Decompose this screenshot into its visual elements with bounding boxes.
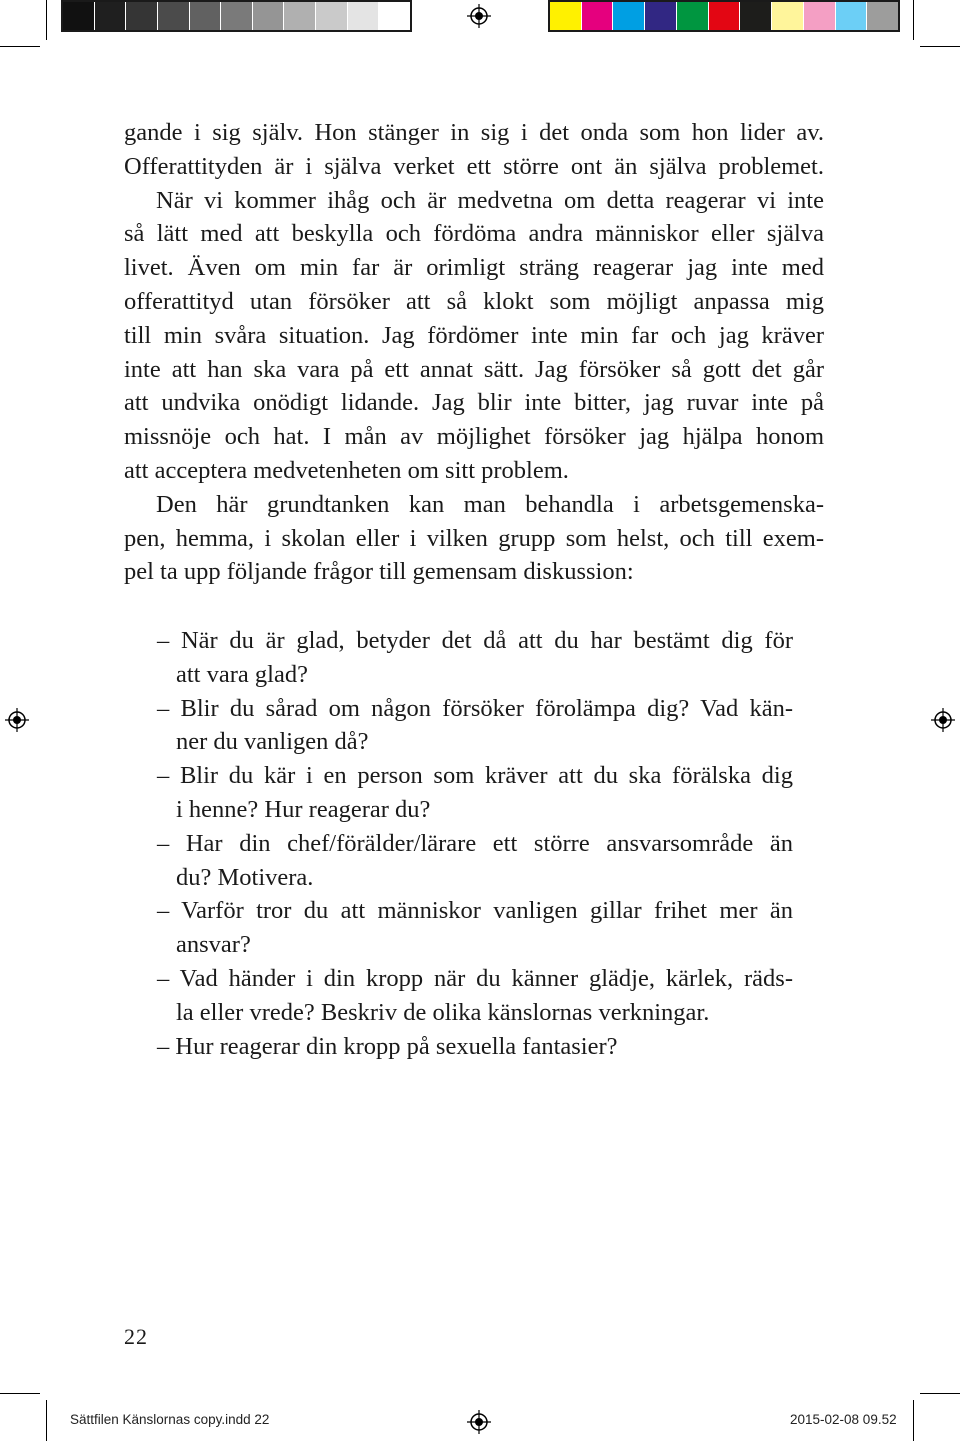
text-line: pen, hemma, i skolan eller i vilken grupp som helst, och till exem-: [124, 524, 824, 552]
text-line: Offerattityden är i själva verket ett större ont än själva problemet.: [124, 152, 824, 180]
gray-swatch: [284, 2, 316, 30]
gray-swatch: [190, 2, 222, 30]
list-item: – Varför tror du att människor vanligen gillar frihet mer än: [157, 897, 793, 925]
color-swatch: [645, 2, 677, 30]
gray-swatch: [253, 2, 285, 30]
list-item-continuation: ner du vanligen då?: [176, 728, 369, 756]
color-swatch: [772, 2, 804, 30]
color-swatch: [804, 2, 836, 30]
color-swatch: [582, 2, 614, 30]
text-line: offerattityd utan försöker att så klokt som möjligt anpassa mig: [124, 287, 824, 315]
list-item: – Hur reagerar din kropp på sexuella fantasier?: [157, 1032, 618, 1060]
text-line: så lätt med att beskylla och fördöma andra människor eller själva: [124, 220, 824, 248]
color-swatch: [709, 2, 741, 30]
text-line: pel ta upp följande frågor till gemensam diskussion:: [124, 558, 634, 586]
color-swatch: [550, 2, 582, 30]
text-line: livet. Även om min far är orimligt sträng reagerar jag inte med: [124, 254, 824, 282]
list-item: – Vad händer i din kropp när du känner glädje, kärlek, räds-: [157, 964, 793, 992]
crop-mark: [0, 1393, 40, 1394]
list-item-continuation: i henne? Hur reagerar du?: [176, 795, 431, 823]
gray-calibration-strip: [61, 0, 412, 32]
crop-mark: [913, 1400, 914, 1441]
color-swatch: [740, 2, 772, 30]
crop-mark: [920, 1393, 960, 1394]
gray-swatch: [63, 2, 95, 30]
page-number: 22: [124, 1324, 148, 1349]
discussion-questions-list: [157, 624, 793, 1063]
color-swatch: [836, 2, 868, 30]
text-line: att acceptera medvetenheten om sitt problem.: [124, 456, 569, 484]
footer-date-time: 2015-02-08 09.52: [790, 1412, 897, 1427]
text-line: När vi kommer ihåg och är medvetna om detta reagerar vi inte: [156, 186, 824, 214]
gray-swatch: [316, 2, 348, 30]
list-item-continuation: ansvar?: [176, 931, 251, 959]
registration-mark-right: [931, 708, 955, 732]
color-calibration-strip: [548, 0, 900, 32]
text-line: att undvika onödigt lidande. Jag blir inte bitter, jag ruvar inte på: [124, 389, 824, 417]
list-item: – När du är glad, betyder det då att du har bestämt dig för: [157, 627, 793, 654]
gray-swatch: [348, 2, 380, 30]
gray-swatch: [221, 2, 253, 30]
registration-mark-top: [467, 4, 491, 28]
crop-mark: [46, 1400, 47, 1441]
gray-swatch: [126, 2, 158, 30]
text-line: inte att han ska vara på ett annat sätt. Jag försöker så gott det går: [124, 355, 824, 383]
registration-mark-bottom: [467, 1410, 491, 1434]
color-swatch: [613, 2, 645, 30]
list-item-continuation: du? Motivera.: [176, 863, 314, 891]
color-swatch: [677, 2, 709, 30]
crop-mark: [0, 46, 40, 47]
gray-swatch: [95, 2, 127, 30]
text-line: till min svåra situation. Jag fördömer inte min far och jag kräver: [124, 321, 824, 349]
list-item-continuation: la eller vrede? Beskriv de olika känslornas verkningar.: [176, 998, 710, 1026]
text-line: Den här grundtanken kan man behandla i arbetsgemenska-: [156, 490, 824, 518]
list-item: – Blir du kär i en person som kräver att du ska förälska dig: [157, 762, 793, 790]
registration-mark-left: [5, 708, 29, 732]
list-item-continuation: att vara glad?: [176, 660, 308, 688]
text-line: gande i sig själv. Hon stänger in sig i det onda som hon lider av.: [124, 119, 824, 146]
gray-swatch: [379, 2, 410, 30]
list-item: – Har din chef/förälder/lärare ett större ansvarsområde än: [157, 829, 793, 857]
crop-mark: [913, 0, 914, 40]
body-text: [124, 116, 824, 589]
color-swatch: [867, 2, 898, 30]
text-line: missnöje och hat. I mån av möjlighet försöker jag hjälpa honom: [124, 423, 824, 451]
footer-file-info: Sättfilen Känslornas copy.indd 22: [70, 1412, 270, 1427]
crop-mark: [46, 0, 47, 40]
list-item: – Blir du sårad om någon försöker förolämpa dig? Vad kän-: [157, 694, 793, 722]
crop-mark: [920, 46, 960, 47]
gray-swatch: [158, 2, 190, 30]
